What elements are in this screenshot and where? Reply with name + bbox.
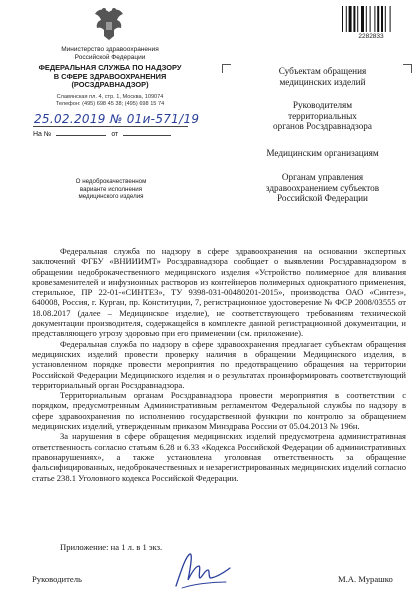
subject-line: О недоброкачественном <box>75 178 147 185</box>
service-address <box>20 94 200 108</box>
recipient-line: Медицинским организациям <box>266 148 379 158</box>
ministry-line: Министерство здравоохранения <box>61 46 159 53</box>
recipient-line: территориальных <box>288 110 357 121</box>
subject-line: варианте исполнения <box>79 185 143 193</box>
signatory-title: Руководитель <box>32 574 82 584</box>
letter-body <box>32 246 406 483</box>
ministry-name <box>20 46 200 62</box>
signature-icon <box>168 548 238 596</box>
recipient-line: здравоохранением субъектов <box>265 182 380 193</box>
body-paragraph: Федеральная служба по надзору в сфере здравоохранения на основании экспертных заключений ФГБУ «ВНИИИМТ» Росздравнадзора сообщает о выявлении Росздравнадзором в обращении недоброкачественного медицинского изделия «Устройство полимерное для вливания кровезаменителей и инфузионных растворов из контейнеров полимерных однократного применения, стерильное, ПР 22-01-«СИНТЕЗ», ТУ 9398-031-00480201-2015», производства ОАО «Синтез», 640008, Россия, г. Курган, пр. Конституции, 7, регистрационное удостоверение № ФСР 2008/03555 от 18.08.2017 (далее – Медицинское изделие), не соответствующего требованиям технической документации производителя, содержащейся в комплекте данной регистрационной документации, и представляющего угрозу здоровью при его применении (см. приложение). <box>32 246 406 339</box>
address-line: Славянская пл. 4, стр. 1, Москва, 109074 <box>56 94 164 100</box>
service-line: В СФЕРЕ ЗДРАВООХРАНЕНИЯ <box>53 71 167 81</box>
recipient-line: Субъектам обращения <box>278 66 367 76</box>
signatory-name: М.А. Мурашко <box>338 574 393 584</box>
recipient-line: Российской Федерации <box>277 193 368 204</box>
ot-label: от <box>111 131 119 138</box>
recipient-line: Руководителям <box>292 100 353 110</box>
service-name <box>20 64 200 90</box>
na-label: На № <box>33 131 52 138</box>
na-underline <box>56 135 106 136</box>
recipient-block <box>230 100 415 132</box>
body-paragraph: Федеральная служба по надзору в сфере здравоохранения предлагает субъектам обращения медицинских изделий провести проверку наличия в обращении Медицинского изделия, в установленном порядке провести мероприятия по предотвращению обращения на территории Российской Федерации Медицинского изделия и о результатах проинформировать соответствующий территориальный орган Росздравнадзора. <box>32 338 406 390</box>
barcode-icon <box>341 6 401 32</box>
recipient-line: органов Росздравнадзора <box>273 121 372 132</box>
recipient-block <box>230 66 415 87</box>
ministry-line: Российской Федерации <box>74 54 146 61</box>
barcode-number: 2282833 <box>358 33 384 40</box>
recipient-block <box>230 148 415 159</box>
service-line: (РОСЗДРАВНАДЗОР) <box>71 80 149 90</box>
body-paragraph: Территориальным органам Росздравнадзора провести мероприятия в соответствии с порядком, предусмотренным Административным регламентом Федеральной службы по надзору в сфере здравоохранения по исполнению государственной функции по контролю за обращением медицинских изделий, утвержденным приказом Минздрава России от 05.04.2013 № 196н. <box>32 390 406 432</box>
letter-subject <box>46 178 176 201</box>
date-underline <box>33 126 188 127</box>
address-line: Телефон: (495) 698 45 38; (495) 698 15 74 <box>55 101 165 107</box>
recipient-line: Органам управления <box>281 172 364 182</box>
subject-line: медицинского изделия <box>78 193 144 200</box>
recipient-block <box>230 172 415 204</box>
outgoing-number-handwritten: 25.02.2019 № 01и-571/19 <box>34 112 200 126</box>
recipient-line: медицинских изделий <box>279 76 366 87</box>
emblem-icon <box>92 6 126 44</box>
reference-row <box>33 131 171 138</box>
ot-underline <box>123 135 171 136</box>
service-line: ФЕДЕРАЛЬНАЯ СЛУЖБА ПО НАДЗОРУ <box>38 63 182 72</box>
body-paragraph: За нарушения в сфере обращения медицинских изделий предусмотрена административная ответственность согласно статьям 6.28 и 6.33 «Кодекса Российской Федерации об административных правонарушениях», а также установлена уголовная ответственность за обращение фальсифицированных, недоброкачественных и незарегистрированных медицинских изделий согласно статье 238.1 Уголовного кодекса Российской Федерации. <box>32 431 406 483</box>
attachment-note: Приложение: на 1 л. в 1 экз. <box>60 542 163 552</box>
